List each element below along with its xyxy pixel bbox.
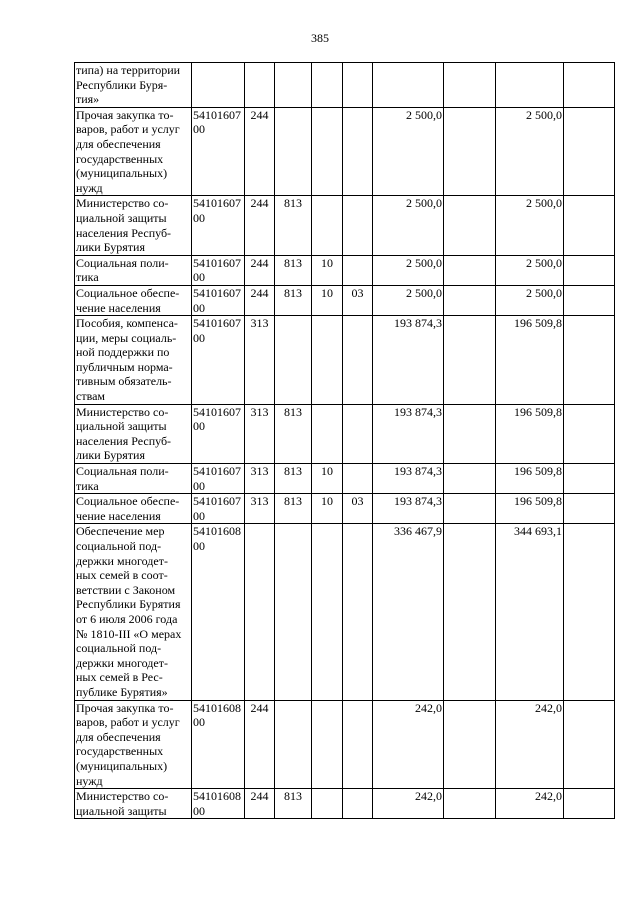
row-blank-cell <box>444 63 496 108</box>
row-rz-cell <box>312 404 343 463</box>
row-year1-cell: 193 874,3 <box>373 464 444 494</box>
row-name-line: чение населения <box>76 508 161 523</box>
row-blank-cell <box>564 107 615 196</box>
row-blank-cell <box>444 789 496 819</box>
row-csr-line: 00 <box>193 715 205 730</box>
row-grbs-cell: 813 <box>275 464 312 494</box>
row-year2-cell: 2 500,0 <box>496 255 564 285</box>
table-row <box>75 196 615 255</box>
row-rz-cell <box>312 524 343 700</box>
row-csr-line: 54101608 <box>193 524 241 539</box>
table-row <box>75 107 615 196</box>
row-name-line: Пособия, компенса- <box>76 316 178 331</box>
row-csr-line: 00 <box>193 539 205 553</box>
row-year2-cell: 196 509,8 <box>496 494 564 524</box>
row-csr-cell <box>192 316 245 405</box>
row-csr-cell <box>192 285 245 315</box>
page-number: 385 <box>311 31 329 45</box>
row-name-line: нужд <box>76 180 103 195</box>
row-csr-line: 54101607 <box>193 494 241 509</box>
row-blank-cell <box>444 316 496 405</box>
row-blank-cell <box>444 404 496 463</box>
row-pr-cell <box>343 63 373 108</box>
row-csr-line: 00 <box>193 300 205 315</box>
row-blank-cell <box>444 107 496 196</box>
row-name-cell <box>75 789 192 819</box>
table-row <box>75 464 615 494</box>
row-csr-cell <box>192 524 245 700</box>
row-rz-cell <box>312 789 343 819</box>
budget-table <box>74 62 615 819</box>
row-pr-cell <box>343 255 373 285</box>
row-blank-cell <box>444 196 496 255</box>
row-year1-cell: 336 467,9 <box>373 524 444 700</box>
row-year2-cell: 344 693,1 <box>496 524 564 700</box>
row-pr-cell <box>343 404 373 463</box>
row-rz-cell <box>312 700 343 789</box>
row-csr-cell <box>192 700 245 789</box>
row-pr-cell <box>343 524 373 700</box>
row-year1-cell: 2 500,0 <box>373 107 444 196</box>
row-name-line: нужд <box>76 773 103 788</box>
row-blank-cell <box>564 255 615 285</box>
row-csr-line: 00 <box>193 122 205 137</box>
row-name-line: социальной под- <box>76 539 162 553</box>
table-row <box>75 255 615 285</box>
row-year2-cell: 196 509,8 <box>496 464 564 494</box>
row-vr-cell: 313 <box>245 464 275 494</box>
table-row <box>75 494 615 524</box>
row-name-cell <box>75 464 192 494</box>
row-rz-cell <box>312 107 343 196</box>
row-name-line: (муниципальных) <box>76 166 168 181</box>
row-year2-cell: 196 509,8 <box>496 404 564 463</box>
row-rz-cell: 10 <box>312 255 343 285</box>
row-name-line: Социальное обеспе- <box>76 285 180 300</box>
row-name-line: № 1810-III «О мерах <box>76 626 182 641</box>
row-csr-line: 54101608 <box>193 789 241 804</box>
row-name-line: Министерство со- <box>76 196 169 211</box>
row-name-cell <box>75 316 192 405</box>
row-blank-cell <box>564 285 615 315</box>
row-name-line: ных семей в соот- <box>76 568 168 583</box>
row-name-line: ции, меры социаль- <box>76 330 177 345</box>
table-row <box>75 524 615 700</box>
row-grbs-cell <box>275 63 312 108</box>
row-csr-line: 54101607 <box>193 196 241 211</box>
row-csr-cell <box>192 196 245 255</box>
row-pr-cell <box>343 700 373 789</box>
row-name-line: ветствии с Законом <box>76 582 176 597</box>
row-blank-cell <box>564 789 615 819</box>
row-name-line: тика <box>76 270 99 285</box>
row-name-line: тивным обязатель- <box>76 374 172 389</box>
table-row <box>75 285 615 315</box>
row-year2-cell: 242,0 <box>496 700 564 789</box>
row-name-line: социальной под- <box>76 641 162 656</box>
row-grbs-cell: 813 <box>275 285 312 315</box>
row-rz-cell <box>312 196 343 255</box>
row-name-line: населения Респуб- <box>76 433 172 448</box>
row-name-line: государственных <box>76 744 164 759</box>
row-name-line: Министерство со- <box>76 789 169 804</box>
row-csr-line: 54101607 <box>193 285 241 300</box>
row-blank-cell <box>564 700 615 789</box>
row-name-cell <box>75 404 192 463</box>
row-name-line: лики Бурятия <box>76 448 145 463</box>
row-vr-cell: 244 <box>245 285 275 315</box>
row-csr-line <box>193 63 243 78</box>
row-name-line: публике Бурятия» <box>76 684 168 699</box>
row-year2-cell: 2 500,0 <box>496 107 564 196</box>
row-vr-cell: 244 <box>245 700 275 789</box>
row-name-line: Прочая закупка то- <box>76 700 174 715</box>
row-pr-cell <box>343 107 373 196</box>
row-name-line: тия» <box>76 92 100 107</box>
row-csr-line: 00 <box>193 508 205 523</box>
row-name-line: чение населения <box>76 300 161 315</box>
row-name-line: Республики Бурятия <box>76 597 181 612</box>
row-name-line: для обеспечения <box>76 136 161 151</box>
table-row <box>75 63 615 108</box>
row-name-cell <box>75 494 192 524</box>
row-vr-cell: 244 <box>245 107 275 196</box>
row-name-line: государственных <box>76 151 164 166</box>
row-grbs-cell: 813 <box>275 494 312 524</box>
row-blank-cell <box>564 63 615 108</box>
row-csr-line: 00 <box>193 270 205 285</box>
row-name-cell <box>75 700 192 789</box>
row-name-line: Обеспечение мер <box>76 524 165 539</box>
row-csr-cell <box>192 107 245 196</box>
row-blank-cell <box>444 464 496 494</box>
row-csr-line: 00 <box>193 210 205 225</box>
row-csr-line: 54101607 <box>193 316 241 331</box>
row-rz-cell: 10 <box>312 464 343 494</box>
row-csr-cell <box>192 494 245 524</box>
row-rz-cell <box>312 316 343 405</box>
row-name-cell <box>75 107 192 196</box>
row-rz-cell: 10 <box>312 285 343 315</box>
row-name-line: ствам <box>76 389 105 404</box>
row-blank-cell <box>564 494 615 524</box>
row-name-line: публичным норма- <box>76 359 173 374</box>
row-year2-cell: 242,0 <box>496 789 564 819</box>
row-csr-cell <box>192 464 245 494</box>
row-csr-line: 54101607 <box>193 404 241 419</box>
row-name-cell <box>75 524 192 700</box>
row-name-cell <box>75 285 192 315</box>
row-year1-cell: 193 874,3 <box>373 316 444 405</box>
row-year1-cell: 2 500,0 <box>373 255 444 285</box>
row-grbs-cell <box>275 524 312 700</box>
row-name-line: Прочая закупка то- <box>76 107 174 122</box>
row-name-line: для обеспечения <box>76 729 161 744</box>
row-csr-line: 54101607 <box>193 255 241 270</box>
row-csr-line: 00 <box>193 478 205 493</box>
table-row <box>75 404 615 463</box>
row-vr-cell: 313 <box>245 316 275 405</box>
row-csr-cell <box>192 789 245 819</box>
row-rz-cell: 10 <box>312 494 343 524</box>
row-year1-cell <box>373 63 444 108</box>
row-name-line: циальной защиты <box>76 803 167 818</box>
row-name-line: варов, работ и услуг <box>76 715 180 730</box>
row-vr-cell: 244 <box>245 789 275 819</box>
row-blank-cell <box>564 464 615 494</box>
row-blank-cell <box>564 524 615 700</box>
row-name-line: типа) на территории <box>76 63 181 77</box>
row-csr-cell <box>192 255 245 285</box>
row-grbs-cell: 813 <box>275 255 312 285</box>
row-name-cell <box>75 255 192 285</box>
row-grbs-cell: 813 <box>275 789 312 819</box>
row-year2-cell: 196 509,8 <box>496 316 564 405</box>
row-name-line: Социальная поли- <box>76 255 169 270</box>
row-rz-cell <box>312 63 343 108</box>
row-year2-cell: 2 500,0 <box>496 285 564 315</box>
row-name-line: циальной защиты <box>76 210 167 225</box>
row-name-cell <box>75 196 192 255</box>
row-pr-cell <box>343 789 373 819</box>
row-blank-cell <box>444 700 496 789</box>
row-name-line: циальной защиты <box>76 419 167 434</box>
row-vr-cell: 313 <box>245 404 275 463</box>
table-row <box>75 789 615 819</box>
row-grbs-cell <box>275 107 312 196</box>
row-grbs-cell: 813 <box>275 404 312 463</box>
row-grbs-cell: 813 <box>275 196 312 255</box>
row-blank-cell <box>564 404 615 463</box>
table-body <box>75 63 615 819</box>
row-csr-line: 54101608 <box>193 700 241 715</box>
row-blank-cell <box>564 196 615 255</box>
row-name-line: (муниципальных) <box>76 758 168 773</box>
row-blank-cell <box>444 494 496 524</box>
row-vr-cell <box>245 524 275 700</box>
row-pr-cell <box>343 316 373 405</box>
row-vr-cell <box>245 63 275 108</box>
row-blank-cell <box>444 285 496 315</box>
row-name-line: лики Бурятия <box>76 240 145 255</box>
row-name-line: тика <box>76 478 99 493</box>
row-name-cell <box>75 63 192 108</box>
row-csr-line: 00 <box>193 419 205 434</box>
row-name-line: варов, работ и услуг <box>76 122 180 137</box>
row-year2-cell <box>496 63 564 108</box>
row-csr-line: 00 <box>193 330 205 345</box>
row-vr-cell: 244 <box>245 255 275 285</box>
row-csr-line: 54101607 <box>193 107 241 122</box>
row-csr-line: 00 <box>193 803 205 818</box>
row-name-line: ной поддержки по <box>76 345 170 360</box>
row-name-line: держки многодет- <box>76 553 168 568</box>
table-row <box>75 316 615 405</box>
table-row <box>75 700 615 789</box>
row-grbs-cell <box>275 700 312 789</box>
row-csr-cell <box>192 63 245 108</box>
row-year1-cell: 2 500,0 <box>373 285 444 315</box>
row-pr-cell: 03 <box>343 285 373 315</box>
row-name-line: ных семей в Рес- <box>76 670 163 685</box>
row-name-line: Республики Буря- <box>76 77 168 92</box>
row-name-line: держки многодет- <box>76 655 168 670</box>
row-pr-cell <box>343 464 373 494</box>
row-blank-cell <box>564 316 615 405</box>
row-name-line: населения Респуб- <box>76 225 172 240</box>
row-year1-cell: 193 874,3 <box>373 404 444 463</box>
row-blank-cell <box>444 524 496 700</box>
row-year1-cell: 2 500,0 <box>373 196 444 255</box>
row-grbs-cell <box>275 316 312 405</box>
row-name-line: Социальное обеспе- <box>76 494 180 509</box>
row-csr-line <box>193 78 243 93</box>
row-csr-cell <box>192 404 245 463</box>
row-year1-cell: 242,0 <box>373 789 444 819</box>
row-blank-cell <box>444 255 496 285</box>
row-year2-cell: 2 500,0 <box>496 196 564 255</box>
row-name-line: Министерство со- <box>76 404 169 419</box>
row-pr-cell: 03 <box>343 494 373 524</box>
row-csr-line: 54101607 <box>193 464 241 479</box>
row-vr-cell: 244 <box>245 196 275 255</box>
row-year1-cell: 193 874,3 <box>373 494 444 524</box>
row-vr-cell: 313 <box>245 494 275 524</box>
row-name-line: от 6 июля 2006 года <box>76 611 178 626</box>
row-name-line: Социальная поли- <box>76 464 169 479</box>
row-pr-cell <box>343 196 373 255</box>
row-year1-cell: 242,0 <box>373 700 444 789</box>
